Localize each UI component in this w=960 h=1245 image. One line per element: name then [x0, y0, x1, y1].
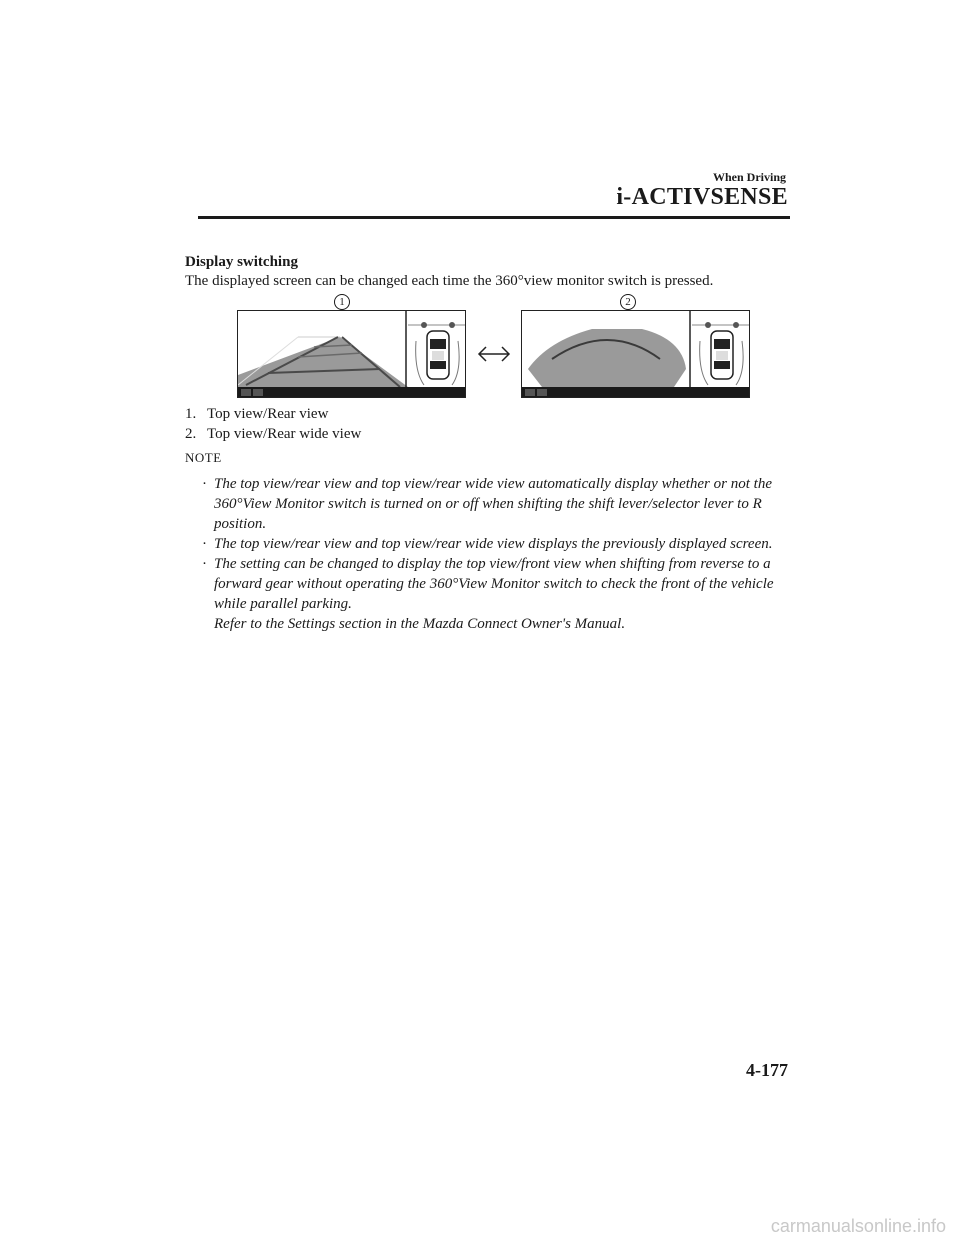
bullet-icon: ·	[202, 476, 207, 492]
rear-view-illustration	[238, 311, 465, 397]
bullet-icon: ·	[202, 556, 207, 572]
list-item: 1. Top view/Rear view	[185, 406, 329, 422]
section-heading: Display switching	[185, 254, 298, 270]
figure-panel-rear-view	[237, 310, 466, 398]
list-item: 2. Top view/Rear wide view	[185, 426, 362, 442]
figure-panel-rear-wide-view	[521, 310, 750, 398]
figure-legend-list	[185, 404, 361, 444]
figure-marker-2: 2	[620, 292, 636, 310]
note-item: Refer to the Settings section in the Mazda Connect Owner's Manual.	[214, 616, 626, 632]
figure-marker-1: 1	[334, 292, 350, 310]
note-title: NOTE	[185, 450, 222, 465]
note-item: · The top view/rear view and top view/rear wide view displays the previously displayed screen.	[202, 536, 773, 552]
intro-paragraph: The displayed screen can be changed each time the 360°view monitor switch is pressed.	[185, 273, 714, 289]
note-list	[202, 474, 794, 634]
watermark: carmanualsonline.info	[770, 1216, 946, 1236]
note-item: · The setting can be changed to display the top view/front view when shifting from reverse to a forward gear without operating the 360°View Monitor switch to check the front of the vehicle while parallel parking.	[202, 556, 774, 612]
page-number: 4-177	[746, 1060, 788, 1080]
section-title: When Driving	[712, 170, 786, 184]
switch-arrow-icon	[476, 344, 512, 364]
note-item: · The top view/rear view and top view/rear wide view automatically display whether or not the 360°View Monitor switch is turned on or off when shifting the shift lever/selector lever to R position.	[202, 476, 772, 532]
rear-wide-view-illustration	[522, 311, 749, 397]
header-rule	[198, 216, 790, 219]
chapter-title: i-ACTIVSENSE	[616, 184, 788, 210]
bullet-icon: ·	[202, 536, 207, 552]
